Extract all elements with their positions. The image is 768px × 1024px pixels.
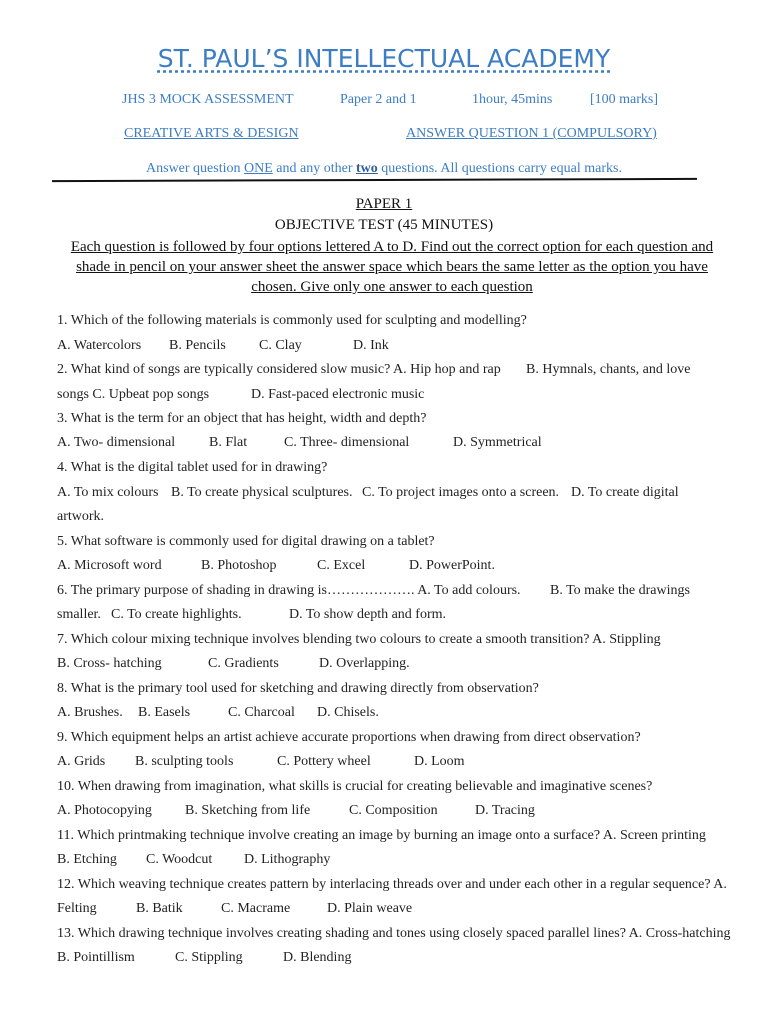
answer-option: C. Pottery wheel	[277, 754, 371, 769]
question-text: 6. The primary purpose of shading in drawing is………………. A. To add colours.	[57, 583, 521, 598]
answer-option: C. Gradients	[208, 656, 279, 671]
answer-option: B. Batik	[136, 901, 183, 916]
answer-option: A. To mix colours	[57, 485, 159, 500]
question-text: 7. Which colour mixing technique involves blending two colours to create a smooth transition? A. Stippling	[57, 632, 661, 647]
answer-option: B. Hymnals, chants, and love	[526, 362, 691, 377]
answer-option: C. Stippling	[175, 950, 243, 965]
subject-title: CREATIVE ARTS & DESIGN	[124, 126, 299, 141]
answer-option: D. Symmetrical	[453, 435, 542, 450]
school-name: ST. PAUL’S INTELLECTUAL ACADEMY	[157, 44, 611, 73]
directions-line-2: shade in pencil on your answer sheet the answer space which bears the same letter as the option you have	[76, 259, 708, 275]
question-text: 3. What is the term for an object that has height, width and depth?	[57, 411, 427, 426]
answer-option: D. Loom	[414, 754, 465, 769]
answer-option: Felting	[57, 901, 97, 916]
question-text: 1. Which of the following materials is commonly used for sculpting and modelling?	[57, 313, 527, 328]
total-marks: [100 marks]	[590, 92, 659, 107]
directions-line-1: Each question is followed by four options lettered A to D. Find out the correct option for each question and	[70, 239, 714, 255]
answer-option: C. Clay	[259, 338, 302, 353]
instruction-one: ONE	[244, 161, 273, 176]
answer-option: D. Tracing	[475, 803, 535, 818]
question-text: 8. What is the primary tool used for sketching and drawing directly from observation?	[57, 681, 539, 696]
answer-option: B. Easels	[138, 705, 191, 720]
answer-option: D. Chisels.	[317, 705, 379, 720]
answer-option: D. Blending	[283, 950, 352, 965]
question-text: 9. Which equipment helps an artist achieve accurate proportions when drawing from direct observation?	[57, 730, 641, 745]
answer-option: B. sculpting tools	[135, 754, 234, 769]
answer-option: C. Excel	[317, 558, 366, 573]
answer-option: D. Plain weave	[327, 901, 413, 916]
question-text: 13. Which drawing technique involves creating shading and tones using closely spaced parallel lines? A. Cross-hatching	[57, 926, 731, 941]
answer-option: C. Macrame	[221, 901, 291, 916]
answer-option: A. Watercolors	[57, 338, 142, 353]
answer-option: B. Cross- hatching	[57, 656, 162, 671]
answer-option: songs C. Upbeat pop songs	[57, 387, 210, 402]
answer-option: D. Fast-paced electronic music	[251, 387, 425, 402]
question-text: 11. Which printmaking technique involve creating an image by burning an image onto a surface? A. Screen printing	[57, 828, 706, 843]
answer-option: C. Charcoal	[228, 705, 295, 720]
question-text: 12. Which weaving technique creates pattern by interlacing threads over and under each other in a regular sequence? A.	[57, 877, 727, 892]
answer-option: B. To make the drawings	[550, 583, 690, 598]
instruction-part-c: questions. All questions carry equal marks.	[377, 161, 622, 176]
answer-option: D. Overlapping.	[319, 656, 410, 671]
paper-label: PAPER 1	[355, 196, 413, 212]
answer-option: B. Photoshop	[201, 558, 277, 573]
question-text: 2. What kind of songs are typically considered slow music? A. Hip hop and rap	[57, 362, 501, 377]
header-divider	[52, 178, 697, 182]
answer-option: D. Lithography	[244, 852, 331, 867]
directions-line-3: chosen. Give only one answer to each question	[251, 279, 533, 295]
answer-option: C. To create highlights.	[111, 607, 242, 622]
answer-option: B. To create physical sculptures.	[171, 485, 353, 500]
answer-option: A. Two- dimensional	[57, 435, 176, 450]
paper-info: Paper 2 and 1	[340, 92, 417, 107]
compulsory-note: ANSWER QUESTION 1 (COMPULSORY)	[406, 126, 657, 141]
answer-option: B. Etching	[57, 852, 117, 867]
question-text: 5. What software is commonly used for digital drawing on a tablet?	[57, 534, 435, 549]
duration: 1hour, 45mins	[472, 92, 553, 107]
answer-option: D. To show depth and form.	[289, 607, 447, 622]
answer-option: C. Composition	[349, 803, 438, 818]
answer-option: D. To create digital	[571, 485, 679, 500]
answer-option: B. Pointillism	[57, 950, 135, 965]
assessment-level: JHS 3 MOCK ASSESSMENT	[122, 92, 294, 107]
instruction-two: two	[356, 161, 378, 176]
answer-option: D. Ink	[353, 338, 389, 353]
answer-option: C. To project images onto a screen.	[362, 485, 560, 500]
answer-option: B. Pencils	[169, 338, 226, 353]
answer-option: artwork.	[57, 509, 105, 524]
answer-option: smaller.	[57, 607, 101, 622]
question-text: 10. When drawing from imagination, what skills is crucial for creating believable and imaginative scenes?	[57, 779, 653, 794]
question-text: 4. What is the digital tablet used for in drawing?	[57, 460, 328, 475]
answer-option: A. Photocopying	[57, 803, 152, 818]
answer-option: A. Microsoft word	[57, 558, 162, 573]
answer-option: B. Sketching from life	[185, 803, 311, 818]
answer-option: C. Woodcut	[146, 852, 213, 867]
test-title: OBJECTIVE TEST (45 MINUTES)	[274, 217, 494, 233]
general-instruction	[0, 161, 768, 177]
answer-option: A. Grids	[57, 754, 106, 769]
answer-option: D. PowerPoint.	[409, 558, 495, 573]
answer-option: A. Brushes.	[57, 705, 123, 720]
instruction-part-b: and any other	[272, 161, 356, 176]
answer-option: C. Three- dimensional	[284, 435, 410, 450]
directions	[62, 237, 722, 297]
answer-option: B. Flat	[209, 435, 248, 450]
instruction-part-a: Answer question	[146, 161, 245, 176]
